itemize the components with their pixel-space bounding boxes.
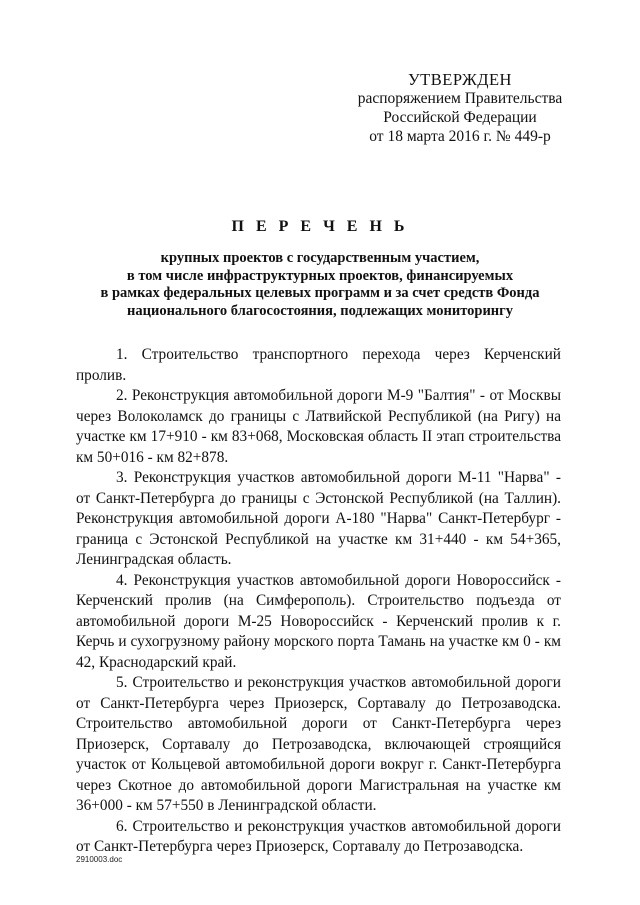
document-subtitle: [70, 250, 570, 320]
subtitle-line: в рамках федеральных целевых программ и за счет средств Фонда: [100, 285, 540, 301]
approval-line: Российской Федерации: [383, 109, 537, 126]
approval-title: УТВЕРЖДЕН: [408, 70, 512, 89]
list-item: 3. Реконструкция участков автомобильной дороги М-11 "Нарва" - от Санкт-Петербурга до границы с Эстонской Республикой (на Таллин). Реконструкция автомобильной дороги А-180 "Нарва" Санкт-Петербург - граница с Эстонской Республикой на участке км 31+440 - км 54+365, Ленинградская область.: [76, 469, 561, 568]
list-item: 6. Строительство и реконструкция участков автомобильной дороги от Санкт-Петербурга через Приозерск, Сортавалу до Петрозаводска.: [76, 817, 561, 855]
approval-stamp: [350, 70, 570, 146]
file-footer: 2910003.doc: [76, 855, 123, 864]
subtitle-line: национального благосостояния, подлежащих мониторингу: [127, 302, 513, 319]
subtitle-line: крупных проектов с государственным участием,: [160, 250, 480, 266]
approval-line: распоряжением Правительства: [357, 90, 563, 107]
list-item: 2. Реконструкция автомобильной дороги М-9 "Балтия" - от Москвы через Волоколамск до границы с Латвийской Республикой (на Ригу) на участке км 17+910 - км 83+068, Московская область II этап строительства км 50+016 - км 82+878.: [76, 387, 561, 466]
list-item: 1. Строительство транспортного перехода через Керченский пролив.: [76, 346, 561, 384]
list-item: 4. Реконструкция участков автомобильной дороги Новороссийск - Керченский пролив (на Симферополь). Строительство подъезда от автомобильной дороги М-25 Новороссийск - Керченский пролив к г. Керчь и сухогрузному району морского порта Тамань на участке км 0 - км 42, Краснодарский край.: [76, 571, 561, 671]
subtitle-line: в том числе инфраструктурных проектов, финансируемых: [126, 267, 514, 284]
list-item: 5. Строительство и реконструкция участков автомобильной дороги от Санкт-Петербурга через Приозерск, Сортавалу до Петрозаводска. Строительство автомобильной дороги от Санкт-Петербурга через Приозерск, Сортавалу до Петрозаводска, включающей строящийся участок от Кольцевой автомобильной дороги вокруг г. Санкт-Петербурга через Скотное до автомобильной дороги Магистральная на участке км 36+000 - км 57+550 в Ленинградской области.: [76, 674, 561, 814]
document-title: П Е Р Е Ч Е Н Ь: [231, 218, 409, 235]
document-heading: [70, 218, 570, 320]
document-body: [76, 345, 561, 858]
approval-date-number: от 18 марта 2016 г. № 449-р: [369, 128, 551, 145]
